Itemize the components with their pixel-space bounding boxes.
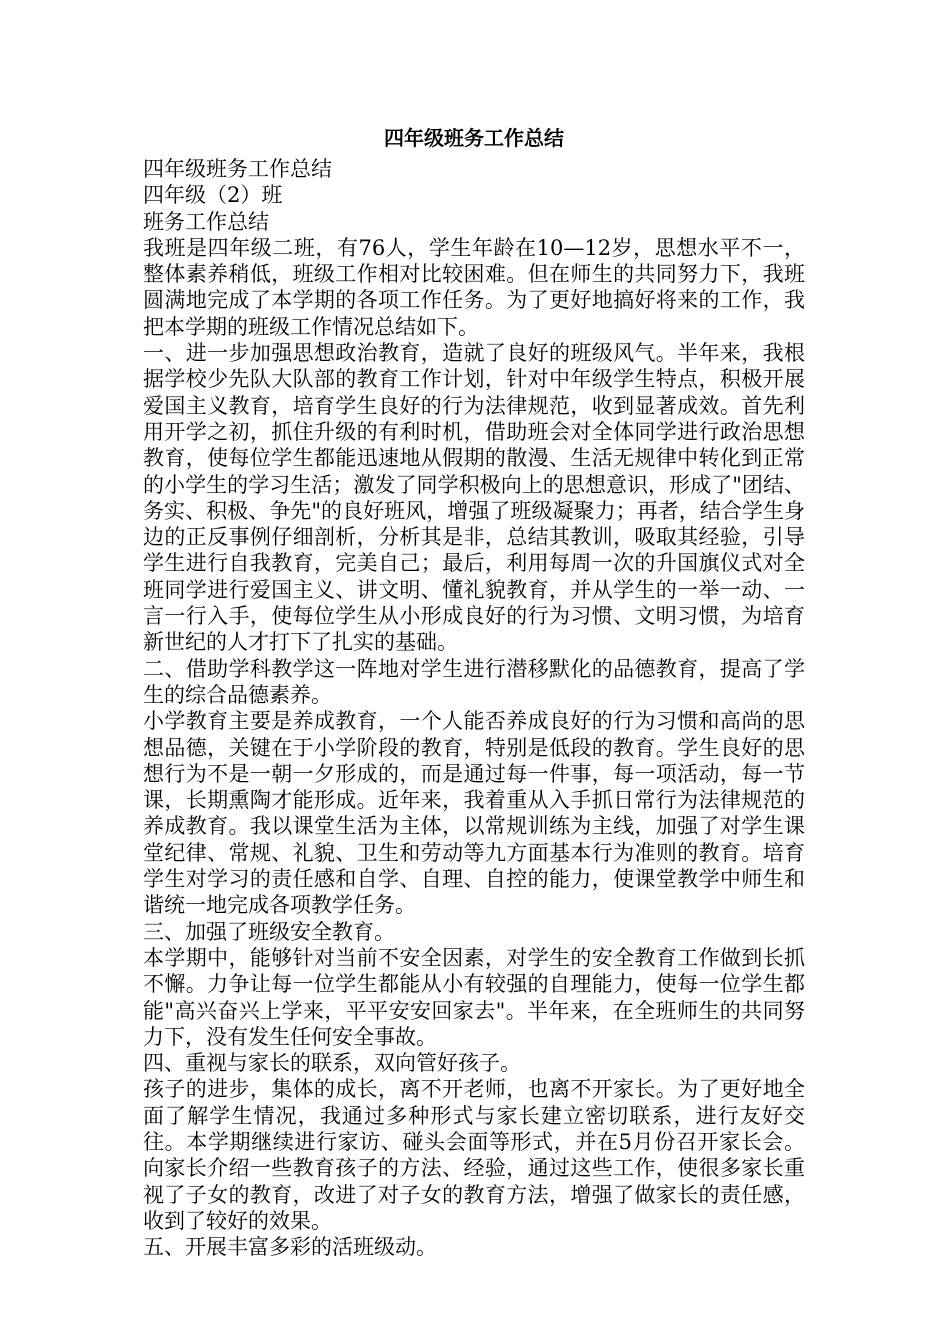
paragraph-section-4-body: 孩子的进步，集体的成长，离不开老师，也离不开家长。为了更好地全面了解学生情况，我通过多种形式与家长建立密切联系，进行友好交往。本学期继续进行家访、碰头会面等形式，并在5月份召开家长会。向家长介绍一些教育孩子的方法、经验，通过这些工作，使很多家长重视了子女的教育，改进了对子女的教育方法，增强了做家长的责任感，收到了较好的效果。 <box>143 1077 805 1233</box>
document-page <box>143 120 805 1260</box>
paragraph-section-1: 一、进一步加强思想政治教育，造就了良好的班级风气。半年来，我根据学校少先队大队部的教育工作计划，针对中年级学生特点，积极开展爱国主义教育，培育学生良好的行为法律规范，收到显著成效。首先利用开学之初，抓住升级的有利时机，借助班会对全体同学进行政治思想教育，使每位学生都能迅速地从假期的散漫、生活无规律中转化到正常的小学生的学习生活；激发了同学积极向上的思想意识，形成了"团结、务实、积极、争先"的良好班风，增强了班级凝聚力；再者，结合学生身边的正反事例仔细剖析，分析其是非，总结其教训，吸取其经验，引导学生进行自我教育，完美自己；最后，利用每周一次的升国旗仪式对全班同学进行爱国主义、讲文明、懂礼貌教育，并从学生的一举一动、一言一行入手，使每位学生从小形成良好的行为习惯、文明习惯，为培育新世纪的人才打下了扎实的基础。 <box>143 341 805 655</box>
paragraph-section-4-heading: 四、重视与家长的联系，双向管好孩子。 <box>143 1051 521 1076</box>
paragraph-section-3-body: 本学期中，能够针对当前不安全因素，对学生的安全教育工作做到长抓不懈。力争让每一位学生都能从小有较强的自理能力，使每一位学生都能"高兴奋兴上学来，平平安安回家去"。半年来，在全班师生的共同努力下，没有发生任何安全事故。 <box>143 945 805 1049</box>
paragraph-section-2-heading: 二、借助学科教学这一阵地对学生进行潜移默化的品德教育，提高了学生的综合品德素养。 <box>143 656 805 707</box>
paragraph-subtitle-1: 四年级班务工作总结 <box>143 157 332 181</box>
paragraph-section-2-body: 小学教育主要是养成教育，一个人能否养成良好的行为习惯和高尚的思想品德，关键在于小学阶段的教育，特别是低段的教育。学生良好的思想行为不是一朝一夕形成的，而是通过每一件事，每一项活动，每一节课，长期熏陶才能形成。近年来，我着重从入手抓日常行为法律规范的养成教育。我以课堂生活为主体，以常规训练为主线，加强了对学生课堂纪律、常规、礼貌、卫生和劳动等九方面基本行为准则的教育。培育学生对学习的责任感和自学、自理、自控的能力，使课堂教学中师生和谐统一地完成各项教学任务。 <box>143 709 805 918</box>
paragraph-intro: 我班是四年级二班，有76人，学生年龄在10—12岁，思想水平不一，整体素养稍低，班级工作相对比较困难。但在师生的共同努力下，我班圆满地完成了本学期的各项工作任务。为了更好地搞好将来的工作，我把本学期的班级工作情况总结如下。 <box>143 235 805 339</box>
document-title: 四年级班务工作总结 <box>384 126 564 150</box>
paragraph-subtitle-2: 班务工作总结 <box>143 209 269 234</box>
paragraph-section-3-heading: 三、加强了班级安全教育。 <box>143 919 395 944</box>
paragraph-class-name: 四年级（2）班 <box>143 183 283 208</box>
paragraph-section-5-heading: 五、开展丰富多彩的活班级动。 <box>143 1235 437 1260</box>
